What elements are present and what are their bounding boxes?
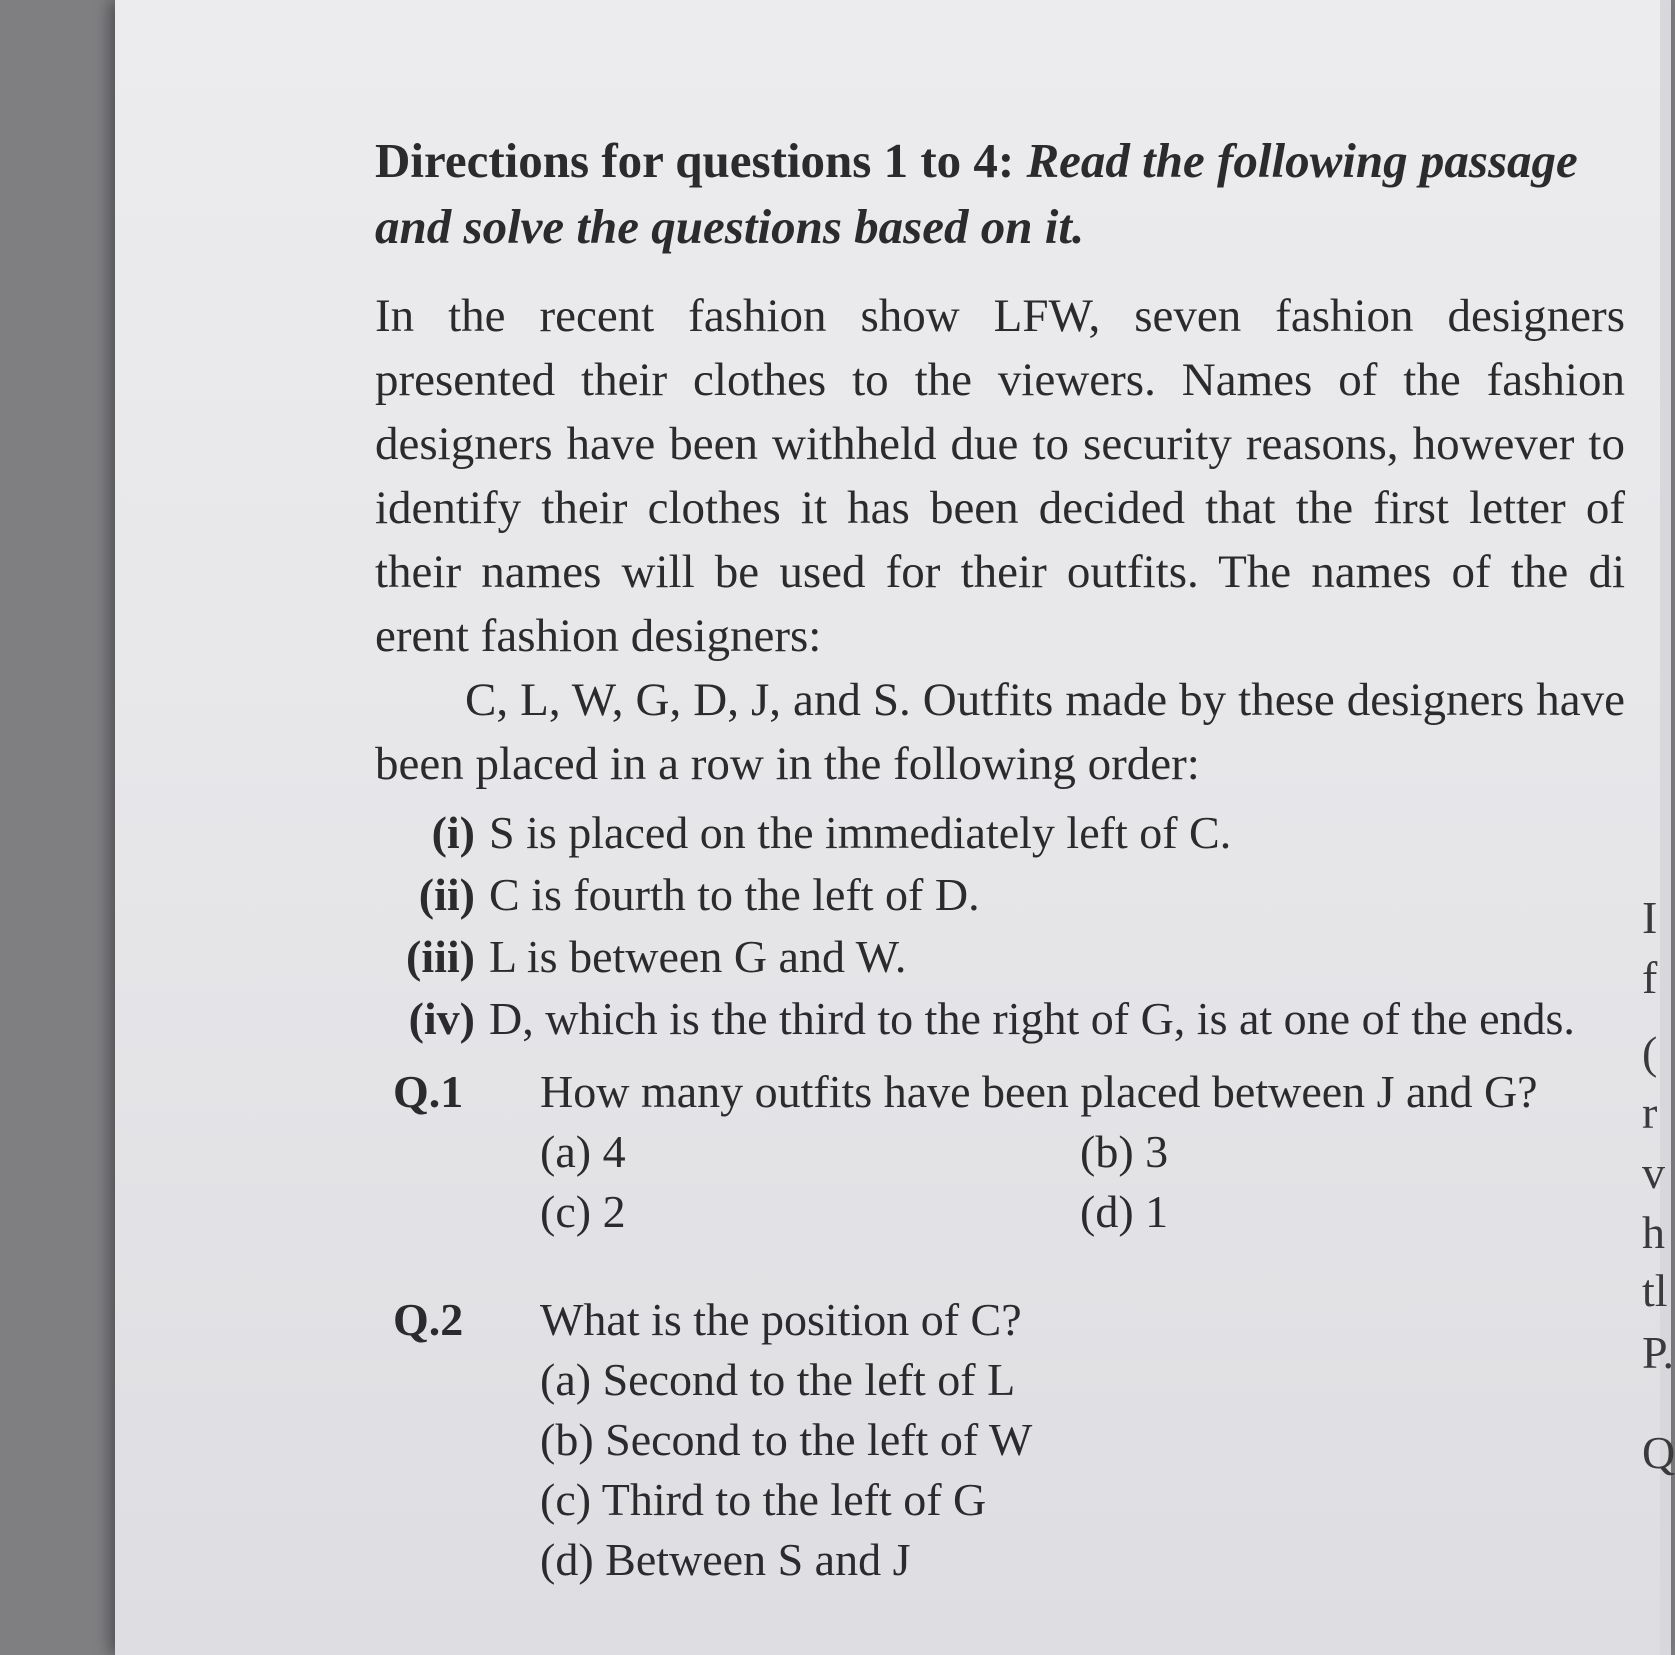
option-d — [540, 1530, 1625, 1590]
option-text: Third to the left of G — [601, 1474, 987, 1525]
option-label: (d) — [1080, 1186, 1134, 1237]
option-label: (a) — [540, 1126, 592, 1177]
margin-letter: h — [1642, 1207, 1665, 1258]
condition-item — [375, 988, 1625, 1050]
passage-paragraph-1: In the recent fashion show LFW, seven fashion designers presented their clothes to the viewers. Names of the fashion designers have been withheld due to security reasons, however to identify their clothes it has been decided that the first letter of their names will be used for their outfits. The names of the di erent fashion designers: — [375, 290, 1625, 662]
option-a — [540, 1122, 1080, 1182]
question-2 — [375, 1290, 1625, 1590]
condition-text: D, which is the third to the right of G, is at one of the ends. — [489, 993, 1575, 1044]
directions-italic: Read the following passage and solve the questions based on it. — [375, 133, 1578, 254]
option-text: Second to the left of L — [602, 1354, 1016, 1405]
condition-text: S is placed on the immediately left of C. — [489, 807, 1232, 858]
condition-number: (iv) — [408, 993, 475, 1044]
passage-paragraph-2: C, L, W, G, D, J, and S. Outfits made by these designers have been placed in a row in the following order: — [375, 674, 1625, 790]
margin-letter: ( — [1642, 1027, 1658, 1078]
option-text: Second to the left of W — [605, 1414, 1033, 1465]
option-b — [1080, 1122, 1380, 1182]
option-text: 3 — [1145, 1126, 1169, 1177]
question-2-text: What is the position of C? — [540, 1294, 1022, 1345]
condition-number: (iii) — [406, 931, 475, 982]
condition-text: C is fourth to the left of D. — [489, 869, 980, 920]
option-label: (c) — [540, 1186, 592, 1237]
margin-letter: tl — [1642, 1265, 1668, 1316]
option-label: (d) — [540, 1534, 594, 1585]
margin-letter: v — [1642, 1147, 1665, 1198]
option-d — [1080, 1182, 1380, 1242]
adjacent-page-edge — [1660, 0, 1671, 1655]
document-content — [375, 128, 1625, 1590]
question-1-text: How many outfits have been placed between J and G? — [540, 1066, 1538, 1117]
condition-item — [375, 926, 1625, 988]
option-label: (b) — [540, 1414, 594, 1465]
question-1-number: Q.1 — [393, 1066, 464, 1117]
question-2-number: Q.2 — [393, 1294, 464, 1345]
condition-item — [375, 802, 1625, 864]
option-text: 2 — [602, 1186, 626, 1237]
conditions-list — [375, 802, 1625, 1050]
option-b — [540, 1410, 1625, 1470]
question-2-options — [540, 1350, 1625, 1590]
condition-text: L is between G and W. — [489, 931, 907, 982]
question-2-body — [540, 1290, 1625, 1590]
question-1-options — [540, 1122, 1625, 1242]
question-1-body — [540, 1062, 1625, 1242]
question-1 — [375, 1062, 1625, 1242]
option-a — [540, 1350, 1625, 1410]
option-text: 1 — [1145, 1186, 1169, 1237]
option-label: (a) — [540, 1354, 592, 1405]
spacer — [375, 1242, 1625, 1278]
option-text: 4 — [602, 1126, 626, 1177]
condition-number: (i) — [431, 807, 475, 858]
directions-bold: Directions for questions 1 to 4: — [375, 133, 1027, 188]
condition-item — [375, 864, 1625, 926]
margin-letter: P. — [1642, 1327, 1674, 1378]
condition-number: (ii) — [418, 869, 475, 920]
margin-letter: Q — [1642, 1427, 1675, 1478]
option-label: (c) — [540, 1474, 592, 1525]
option-label: (b) — [1080, 1126, 1134, 1177]
margin-letter: r — [1642, 1087, 1658, 1138]
directions-heading — [375, 128, 1625, 260]
option-text: Between S and J — [605, 1534, 911, 1585]
margin-letter: I — [1642, 892, 1658, 943]
option-c — [540, 1182, 1080, 1242]
option-c — [540, 1470, 1625, 1530]
margin-letter: f — [1642, 952, 1658, 1003]
